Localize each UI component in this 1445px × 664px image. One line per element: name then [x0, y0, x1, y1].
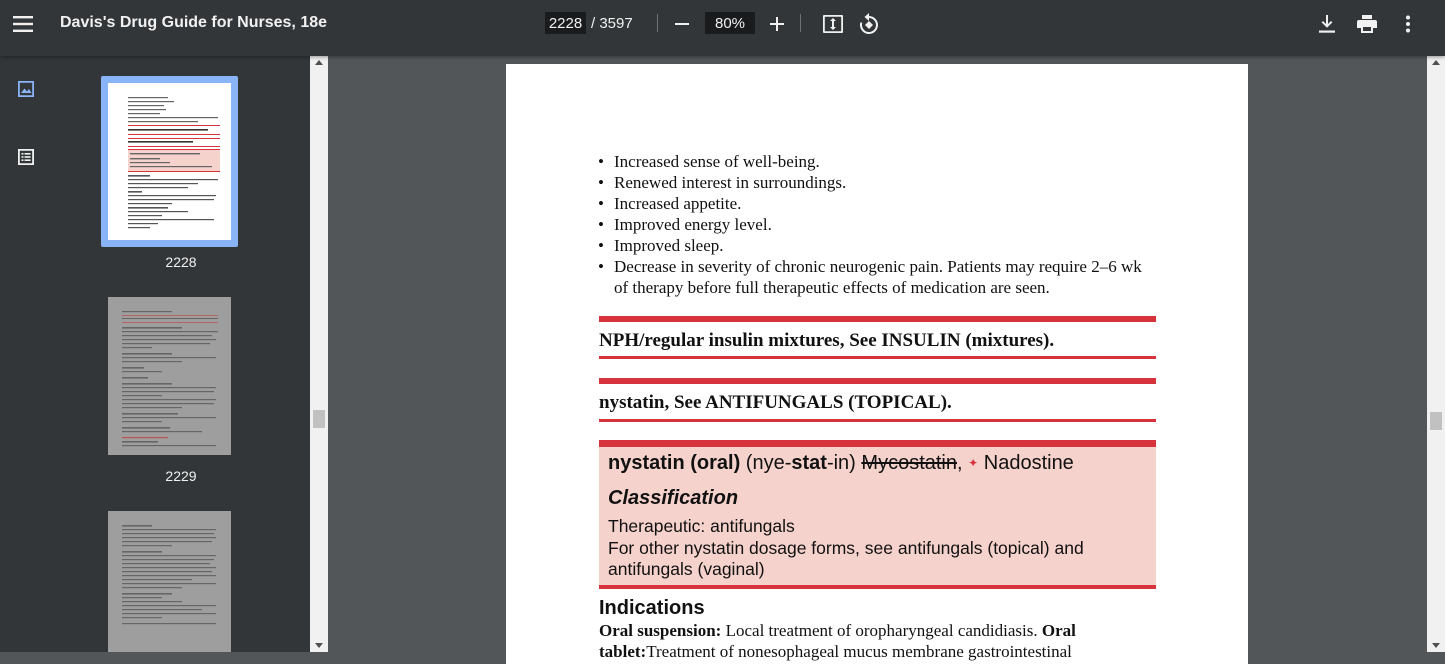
document-scrollbar[interactable]	[1427, 56, 1445, 652]
scroll-down-arrow[interactable]	[315, 643, 323, 648]
red-rule	[599, 419, 1156, 422]
drug-name-line	[608, 452, 1074, 475]
pronunciation: -in)	[826, 452, 862, 474]
separator: ,	[957, 452, 969, 474]
canadian-brand: Nadostine	[983, 452, 1074, 474]
zoom-in-icon[interactable]	[765, 12, 789, 36]
indication-label: Oral tablet:	[599, 621, 1076, 661]
list-item: • Increased appetite.	[598, 193, 1158, 214]
page-thumbnail[interactable]	[108, 297, 231, 455]
scrollbar-thumb[interactable]	[313, 410, 325, 428]
pronunciation-stress: stat	[791, 452, 827, 474]
indication-text: Treatment of nonesophageal mucus membrane gastrointestinal	[646, 642, 1072, 661]
download-icon[interactable]	[1314, 11, 1340, 37]
pronunciation: (nye-	[740, 452, 792, 474]
scroll-up-arrow[interactable]	[1432, 60, 1440, 65]
indication-text: Local treatment of oropharyngeal candidiasis.	[721, 621, 1042, 640]
thumbnail-label: 2228	[165, 254, 197, 270]
toolbar-divider	[657, 14, 658, 32]
classification-heading: Classification	[608, 487, 739, 509]
page-total: / 3597	[591, 15, 633, 32]
pdf-page	[506, 64, 1248, 664]
thumbnail-scrollbar[interactable]	[310, 56, 328, 652]
indications-heading: Indications	[599, 597, 705, 619]
therapeutic-class: Therapeutic: antifungals	[608, 516, 795, 536]
drug-monograph-header	[599, 447, 1156, 585]
red-rule	[599, 316, 1156, 322]
red-rule	[599, 585, 1156, 589]
indication-label: Oral suspension:	[599, 621, 722, 640]
drug-name: nystatin (oral)	[608, 452, 741, 474]
discontinued-brand: Mycostatin	[861, 452, 957, 474]
maple-leaf-icon: ✦	[968, 456, 979, 470]
list-item: • Improved sleep.	[598, 235, 1158, 256]
bullet-list	[598, 151, 1158, 298]
related-forms: For other nystatin dosage forms, see antifungals (topical) and antifungals (vaginal)	[608, 537, 1084, 579]
list-item: • Renewed interest in surroundings.	[598, 172, 1158, 193]
toolbar-divider	[800, 14, 801, 32]
page-thumbnail[interactable]	[108, 511, 231, 652]
print-icon[interactable]	[1354, 11, 1380, 37]
red-rule	[599, 378, 1156, 384]
fit-page-icon[interactable]	[820, 11, 846, 37]
list-item: • Decrease in severity of chronic neurogenic pain. Patients may require 2–6 wk of therapy before full therapeutic effects of medication are seen.	[598, 256, 1158, 298]
list-item: • Improved energy level.	[598, 214, 1158, 235]
zoom-input[interactable]	[705, 12, 755, 34]
scrollbar-thumb[interactable]	[1430, 412, 1442, 430]
zoom-out-icon[interactable]	[670, 12, 694, 36]
scroll-up-arrow[interactable]	[315, 60, 323, 65]
classification-text	[608, 516, 1148, 581]
more-vert-icon[interactable]	[1396, 11, 1420, 37]
indications-text	[599, 620, 1119, 662]
sidebar-icon-strip	[0, 56, 52, 652]
red-rule	[599, 356, 1156, 359]
menu-icon[interactable]	[10, 12, 36, 36]
thumbnails-icon[interactable]	[14, 78, 38, 100]
rotate-icon[interactable]	[856, 11, 882, 37]
thumbnail-panel	[52, 56, 310, 652]
pdf-toolbar	[0, 0, 1445, 56]
page-thumbnail[interactable]	[108, 83, 231, 240]
scroll-down-arrow[interactable]	[1432, 643, 1440, 648]
cross-reference: nystatin, See ANTIFUNGALS (TOPICAL).	[599, 392, 952, 413]
cross-reference: NPH/regular insulin mixtures, See INSULIN (mixtures).	[599, 330, 1055, 351]
document-title: Davis's Drug Guide for Nurses, 18e	[60, 14, 328, 31]
list-item: • Increased sense of well-being.	[598, 151, 1158, 172]
page-number-input[interactable]	[545, 12, 586, 34]
thumbnail-label: 2229	[165, 468, 197, 484]
outline-icon[interactable]	[14, 146, 38, 168]
red-rule	[599, 440, 1156, 447]
